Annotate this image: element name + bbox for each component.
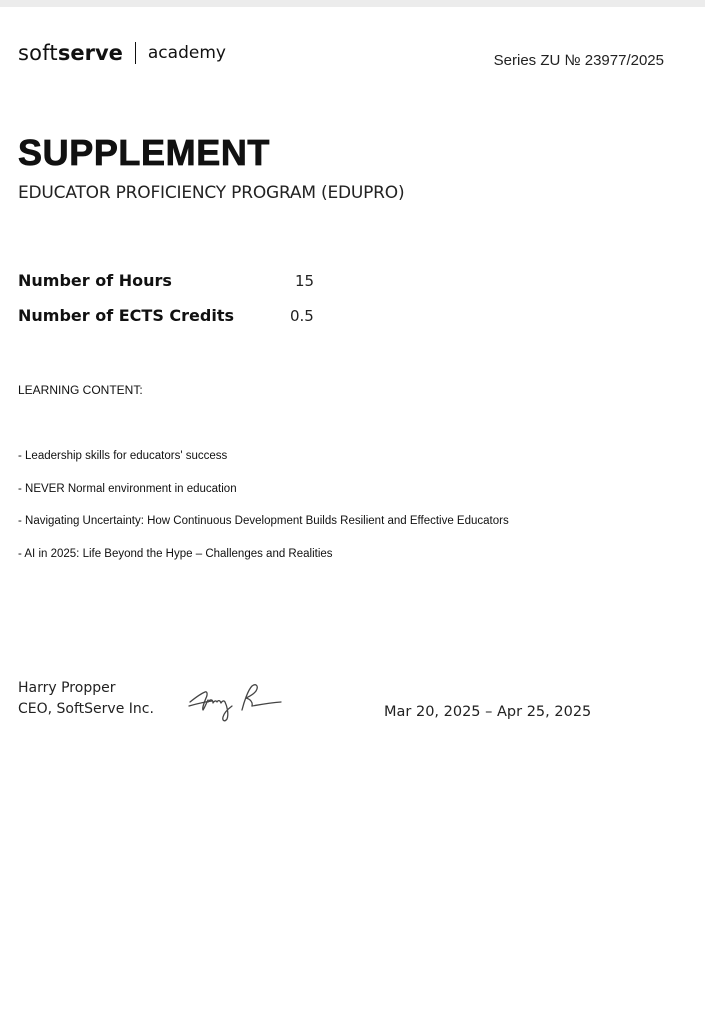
list-item: - NEVER Normal environment in education (18, 482, 237, 495)
softserve-academy-logo (18, 38, 226, 68)
list-item: - AI in 2025: Life Beyond the Hype – Challenges and Realities (18, 547, 333, 560)
document-title: SUPPLEMENT (18, 132, 271, 173)
signer-name: Harry Propper (18, 680, 116, 696)
learning-content-list (18, 449, 509, 579)
learning-content-heading: LEARNING CONTENT: (18, 383, 143, 397)
signer-role: CEO, SoftServe Inc. (18, 701, 154, 717)
list-item: - Navigating Uncertainty: How Continuous Development Builds Resilient and Effective Educators (18, 515, 509, 527)
top-edge-bar (0, 0, 705, 7)
hours-value: 15 (295, 272, 315, 290)
credits-value: 0.5 (290, 307, 314, 325)
logo-text-academy: academy (147, 43, 226, 63)
credits-label: Number of ECTS Credits (18, 306, 235, 325)
program-dates: Mar 20, 2025 – Apr 25, 2025 (384, 704, 592, 720)
series-number: Series ZU № 23977/2025 (493, 52, 664, 69)
logo-divider (135, 42, 136, 64)
program-name: EDUCATOR PROFICIENCY PROGRAM (EDUPRO) (18, 183, 405, 203)
handwritten-signature (186, 676, 286, 726)
list-item: - Leadership skills for educators' success (18, 450, 228, 462)
logo-text-serve: serve (57, 41, 123, 65)
hours-label: Number of Hours (18, 271, 172, 290)
logo-text-soft: soft (18, 41, 58, 65)
